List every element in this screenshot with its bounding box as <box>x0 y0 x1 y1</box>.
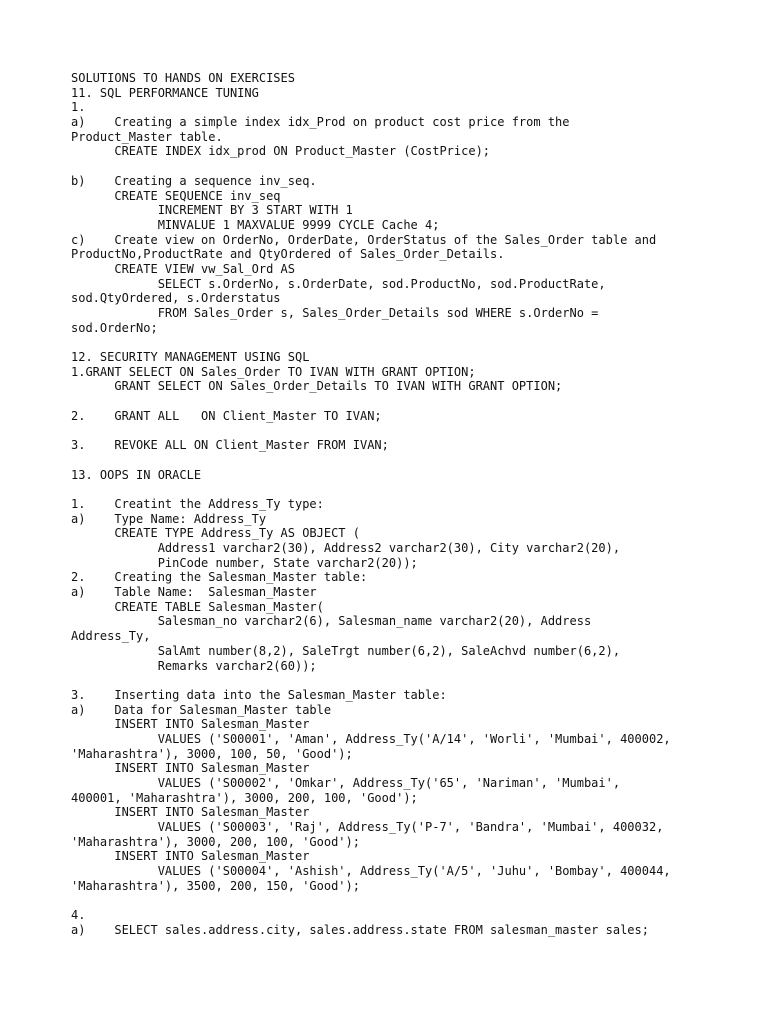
text-line: 2. GRANT ALL ON Client_Master TO IVAN; <box>71 408 382 423</box>
text-line: 11. SQL PERFORMANCE TUNING <box>71 85 259 100</box>
blank-line <box>71 482 731 497</box>
text-line: INSERT INTO Salesman_Master <box>71 849 310 864</box>
text-line: VALUES ('S00001', 'Aman', Address_Ty('A/14', 'Worli', 'Mumbai', 400002, <box>71 731 671 746</box>
text-line: 400001, 'Maharashtra'), 3000, 200, 100, 'Good'); <box>71 790 418 805</box>
text-line: 'Maharashtra'), 3500, 200, 150, 'Good'); <box>71 878 360 893</box>
blank-line <box>71 394 731 409</box>
text-line: INSERT INTO Salesman_Master <box>71 761 310 776</box>
text-line: CREATE TYPE Address_Ty AS OBJECT ( <box>71 526 360 541</box>
text-line: a) Type Name: Address_Ty <box>71 511 267 526</box>
text-line: INSERT INTO Salesman_Master <box>71 805 310 820</box>
text-line: a) SELECT sales.address.city, sales.address.state FROM salesman_master sales; <box>71 922 649 937</box>
text-line: CREATE TABLE Salesman_Master( <box>71 599 324 614</box>
text-line: Salesman_no varchar2(6), Salesman_name varchar2(20), Address <box>71 614 592 629</box>
text-line: c) Create view on OrderNo, OrderDate, OrderStatus of the Sales_Order table and <box>71 232 657 247</box>
text-line: 3. REVOKE ALL ON Client_Master FROM IVAN; <box>71 438 389 453</box>
text-line: 1. <box>71 100 86 115</box>
document-body <box>71 71 731 938</box>
text-line: CREATE VIEW vw_Sal_Ord AS <box>71 261 295 276</box>
text-line: a) Table Name: Salesman_Master <box>71 585 317 600</box>
text-line: SalAmt number(8,2), SaleTrgt number(6,2), SaleAchvd number(6,2), <box>71 643 621 658</box>
text-line: 4. <box>71 908 86 923</box>
text-line: VALUES ('S00003', 'Raj', Address_Ty('P-7', 'Bandra', 'Mumbai', 400032, <box>71 820 664 835</box>
text-line: 2. Creating the Salesman_Master table: <box>71 570 368 585</box>
blank-line <box>71 335 731 350</box>
text-line: 12. SECURITY MANAGEMENT USING SQL <box>71 350 310 365</box>
text-line: b) Creating a sequence inv_seq. <box>71 173 317 188</box>
text-line: Address_Ty, <box>71 629 151 644</box>
text-line: 'Maharashtra'), 3000, 200, 100, 'Good'); <box>71 834 360 849</box>
text-line: Product_Master table. <box>71 129 223 144</box>
text-line: PinCode number, State varchar2(20)); <box>71 555 418 570</box>
text-line: sod.OrderNo; <box>71 320 158 335</box>
text-line: 1.GRANT SELECT ON Sales_Order TO IVAN WITH GRANT OPTION; <box>71 364 476 379</box>
text-line: 3. Inserting data into the Salesman_Master table: <box>71 687 447 702</box>
text-line: GRANT SELECT ON Sales_Order_Details TO IVAN WITH GRANT OPTION; <box>71 379 563 394</box>
blank-line <box>71 453 731 468</box>
text-line: FROM Sales_Order s, Sales_Order_Details sod WHERE s.OrderNo = <box>71 306 599 320</box>
blank-line <box>71 673 731 688</box>
text-line: INSERT INTO Salesman_Master <box>71 717 310 732</box>
text-line: 1. Creatint the Address_Ty type: <box>71 496 324 511</box>
text-line: SOLUTIONS TO HANDS ON EXERCISES <box>71 71 295 85</box>
text-line: Remarks varchar2(60)); <box>71 658 317 673</box>
text-line: CREATE INDEX idx_prod ON Product_Master (CostPrice); <box>71 144 491 159</box>
blank-line <box>71 894 731 909</box>
text-line: sod.QtyOrdered, s.Orderstatus <box>71 291 281 306</box>
text-line: CREATE SEQUENCE inv_seq <box>71 188 281 203</box>
text-line: a) Data for Salesman_Master table <box>71 702 332 717</box>
text-line: 13. OOPS IN ORACLE <box>71 467 202 482</box>
blank-line <box>71 424 731 439</box>
text-line: VALUES ('S00002', 'Omkar', Address_Ty('65', 'Nariman', 'Mumbai', <box>71 776 621 790</box>
text-line: VALUES ('S00004', 'Ashish', Address_Ty('A/5', 'Juhu', 'Bombay', 400044, <box>71 864 671 879</box>
blank-line <box>71 159 731 174</box>
text-line: MINVALUE 1 MAXVALUE 9999 CYCLE Cache 4; <box>71 217 440 232</box>
text-line: a) Creating a simple index idx_Prod on product cost price from the <box>71 115 570 130</box>
text-line: SELECT s.OrderNo, s.OrderDate, sod.ProductNo, sod.ProductRate, <box>71 276 606 291</box>
text-line: 'Maharashtra'), 3000, 100, 50, 'Good'); <box>71 746 353 761</box>
text-line: INCREMENT BY 3 START WITH 1 <box>71 203 353 218</box>
text-line: ProductNo,ProductRate and QtyOrdered of Sales_Order_Details. <box>71 247 505 262</box>
text-line: Address1 varchar2(30), Address2 varchar2(30), City varchar2(20), <box>71 541 621 555</box>
